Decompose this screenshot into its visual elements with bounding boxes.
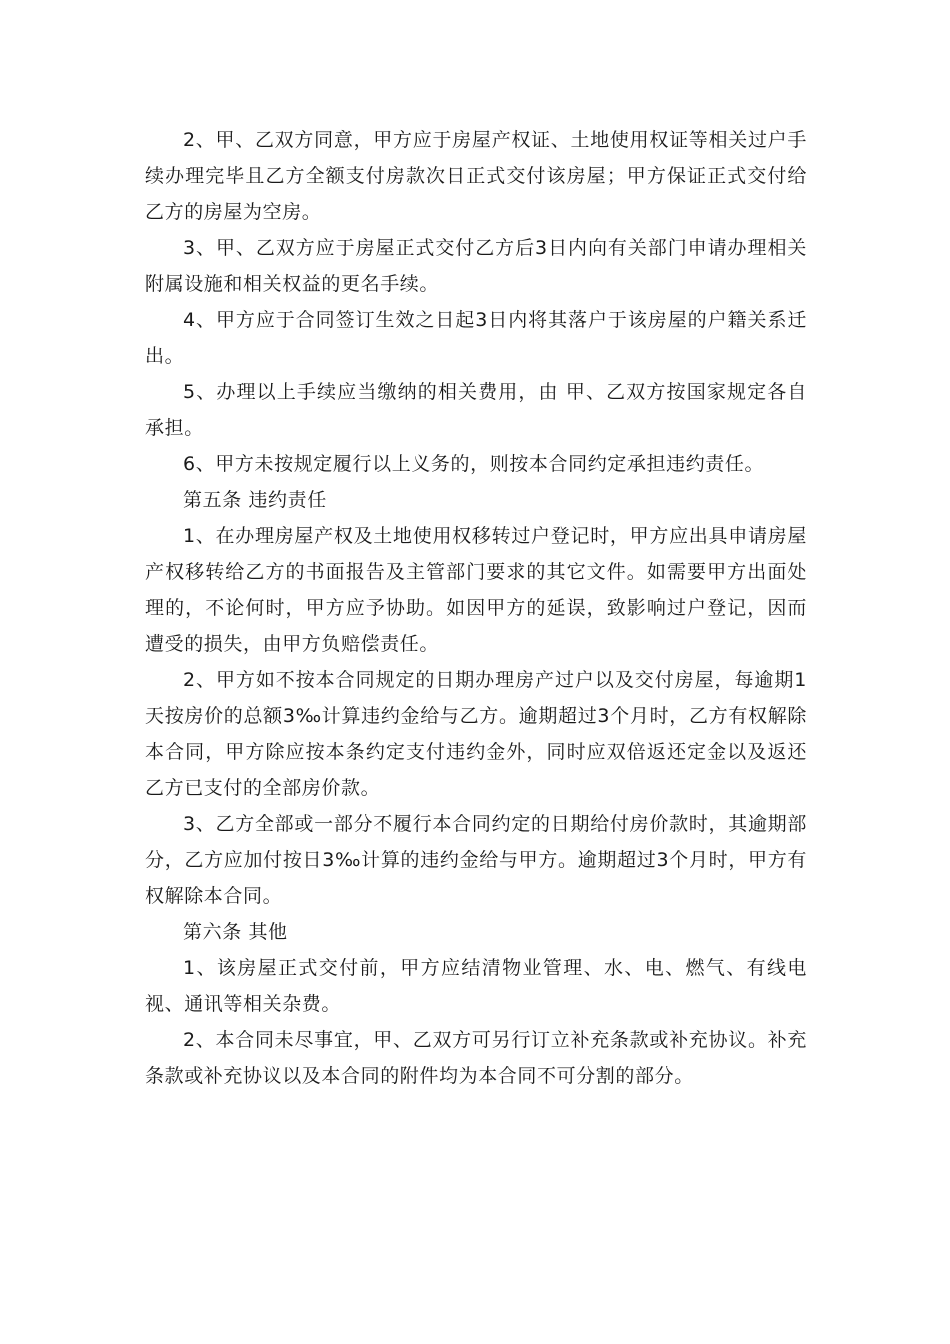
clause-5-item-3: 3、乙方全部或一部分不履行本合同约定的日期给付房价款时，其逾期部分，乙方应加付按日3‰计算的违约金给与甲方。逾期超过3个月时，甲方有权解除本合同。 xyxy=(145,813,807,907)
clause-5-heading: 第五条 违约责任 xyxy=(183,489,327,511)
clause-5-item-2: 2、甲方如不按本合同规定的日期办理房产过户以及交付房屋，每逾期1天按房价的总额3‰计算违约金给与乙方。逾期超过3个月时，乙方有权解除本合同，甲方除应按本条约定支付违约金外，同时应双倍返还定金以及返还乙方已支付的全部房价款。 xyxy=(145,669,807,799)
clause-4-item-3: 3、甲、乙双方应于房屋正式交付乙方后3日内向有关部门申请办理相关附属设施和相关权益的更名手续。 xyxy=(145,237,807,295)
clause-4-item-4: 4、甲方应于合同签订生效之日起3日内将其落户于该房屋的户籍关系迁出。 xyxy=(145,309,807,367)
clause-6-heading: 第六条 其他 xyxy=(183,921,288,943)
document-body xyxy=(145,122,807,1094)
clause-4-item-6: 6、甲方未按规定履行以上义务的，则按本合同约定承担违约责任。 xyxy=(183,453,765,475)
clause-5-item-1: 1、在办理房屋产权及土地使用权移转过户登记时，甲方应出具申请房屋产权移转给乙方的书面报告及主管部门要求的其它文件。如需要甲方出面处理的，不论何时，甲方应予协助。如因甲方的延误，致影响过户登记，因而遭受的损失，由甲方负赔偿责任。 xyxy=(145,525,807,655)
clause-6-item-1: 1、该房屋正式交付前，甲方应结清物业管理、水、电、燃气、有线电视、通讯等相关杂费。 xyxy=(145,957,807,1015)
clause-6-item-2: 2、本合同未尽事宜，甲、乙双方可另行订立补充条款或补充协议。补充条款或补充协议以及本合同的附件均为本合同不可分割的部分。 xyxy=(145,1029,807,1087)
clause-4-item-2: 2、甲、乙双方同意，甲方应于房屋产权证、土地使用权证等相关过户手续办理完毕且乙方全额支付房款次日正式交付该房屋；甲方保证正式交付给乙方的房屋为空房。 xyxy=(145,129,807,223)
clause-4-item-5: 5、办理以上手续应当缴纳的相关费用，由 甲、乙双方按国家规定各自承担。 xyxy=(145,381,807,439)
